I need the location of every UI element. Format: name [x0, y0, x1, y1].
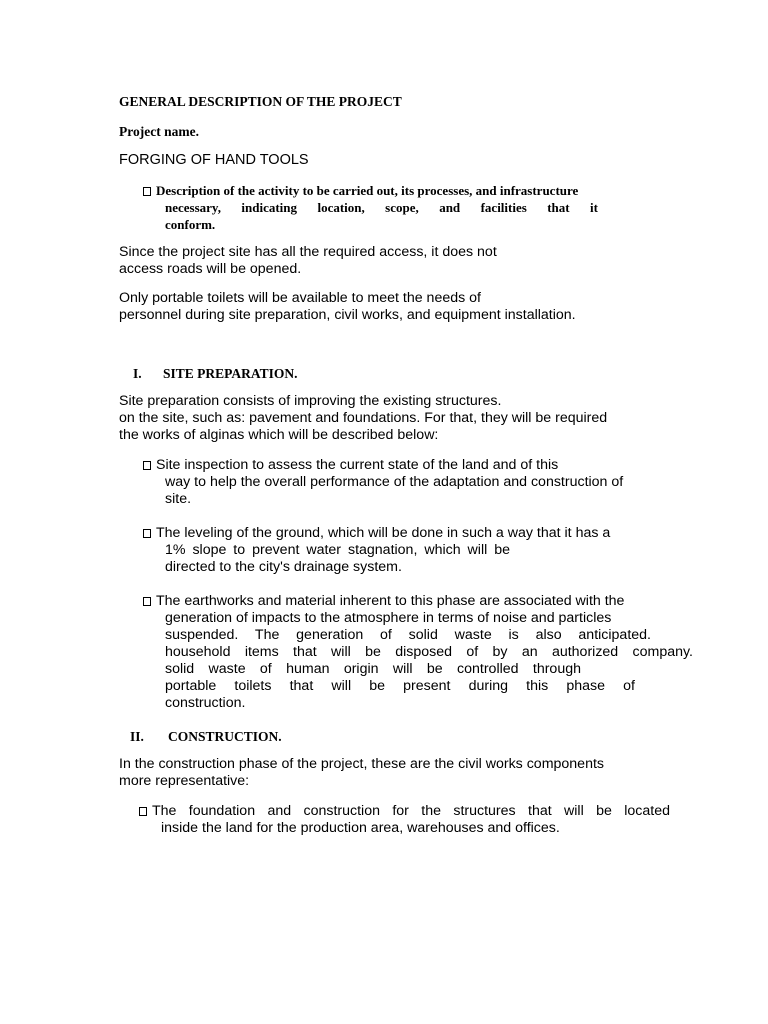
bullet-line: suspended. The generation of solid waste is also anticipated.: [165, 627, 651, 643]
section-2-intro: [119, 756, 604, 790]
activity-description-line-1: Description of the activity to be carried out, its processes, and infrastructure: [143, 182, 633, 199]
project-name-value: FORGING OF HAND TOOLS: [119, 152, 309, 168]
access-paragraph-line-2: access roads will be opened.: [119, 261, 302, 277]
bullet-line: portable toilets that will be present during this phase of: [165, 678, 635, 694]
bullet-box-icon: [139, 807, 147, 816]
bullet-box-icon: [143, 529, 151, 538]
section-2-intro-line-1: In the construction phase of the project, these are the civil works components: [119, 756, 605, 772]
section-1-bullet-leveling: [143, 525, 610, 576]
section-2-heading: [130, 729, 282, 745]
section-1-intro-line-2: on the site, such as: pavement and foundations. For that, they will be required: [119, 410, 608, 426]
toilets-paragraph: [119, 290, 576, 324]
bullet-line: The earthworks and material inherent to this phase are associated with the: [143, 593, 693, 610]
project-name-label: Project name.: [119, 124, 199, 139]
bullet-line: inside the land for the production area, warehouses and offices.: [161, 820, 560, 836]
document-heading: GENERAL DESCRIPTION OF THE PROJECT: [119, 94, 402, 109]
access-paragraph-line-1: Since the project site has all the required access, it does not: [119, 244, 497, 260]
bullet-line: The leveling of the ground, which will be done in such a way that it has a: [143, 525, 610, 542]
bullet-line: construction.: [165, 695, 246, 711]
bullet-line: generation of impacts to the atmosphere in terms of noise and particles: [165, 610, 612, 626]
bullet-box-icon: [143, 461, 151, 470]
bullet-line: way to help the overall performance of the adaptation and construction of: [165, 474, 624, 490]
toilets-paragraph-line-2: personnel during site preparation, civil works, and equipment installation.: [119, 307, 576, 323]
section-1-intro-line-3: the works of alginas which will be described below:: [119, 427, 439, 443]
section-1-bullet-earthworks: [143, 593, 693, 712]
section-1-numeral: I.: [133, 366, 142, 381]
bullet-line: directed to the city's drainage system.: [165, 559, 402, 575]
section-1-title: SITE PREPARATION.: [163, 366, 298, 381]
bullet-line: 1% slope to prevent water stagnation, which will be: [165, 542, 510, 558]
activity-description-line-2: necessary, indicating location, scope, and facilities that it: [165, 200, 598, 215]
toilets-paragraph-line-1: Only portable toilets will be available to meet the needs of: [119, 290, 481, 306]
access-paragraph: [119, 244, 497, 278]
activity-description-line-3: conform.: [165, 217, 216, 232]
bullet-line: Site inspection to assess the current state of the land and of this: [143, 457, 623, 474]
bullet-box-icon: [143, 187, 151, 196]
bullet-line: household items that will be disposed of by an authorized company.: [165, 644, 693, 660]
bullet-line: solid waste of human origin will be controlled through: [165, 661, 581, 677]
section-1-heading: [133, 366, 298, 382]
bullet-line: site.: [165, 491, 192, 507]
section-1-intro: [119, 393, 607, 444]
section-1-intro-line-1: Site preparation consists of improving the existing structures.: [119, 393, 502, 409]
bullet-line: The foundation and construction for the structures that will be located: [139, 803, 670, 820]
section-2-bullet-foundation: [139, 803, 670, 837]
section-2-title: CONSTRUCTION.: [168, 729, 282, 744]
section-2-intro-line-2: more representative:: [119, 773, 250, 789]
bullet-box-icon: [143, 597, 151, 606]
section-1-bullet-inspection: [143, 457, 623, 508]
activity-description-bullet: [143, 182, 633, 233]
section-2-numeral: II.: [130, 729, 144, 744]
